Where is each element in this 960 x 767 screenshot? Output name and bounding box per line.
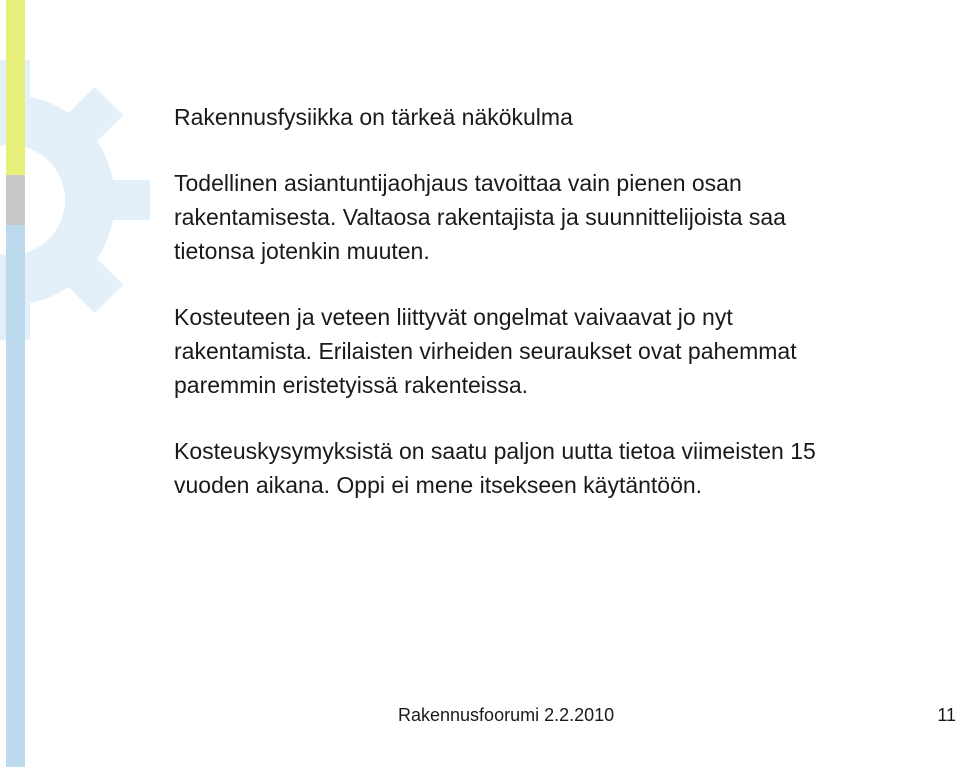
bullet-text: Rakennusfysiikka on tärkeä näkökulma bbox=[174, 104, 573, 130]
side-bar-yellow-segment bbox=[6, 0, 25, 175]
bullet-text: Kosteuteen ja veteen liittyvät ongelmat vaivaavat jo nyt rakentamista. Erilaisten virheiden seuraukset ovat pahemmat paremmin eristetyissä rakenteissa. bbox=[174, 304, 797, 398]
slide-content bbox=[174, 100, 954, 502]
side-bar-blue-segment bbox=[6, 225, 25, 767]
bullet-text: Todellinen asiantuntijaohjaus tavoittaa vain pienen osan rakentamisesta. Valtaosa rakentajista ja suunnittelijoista saa tietonsa jotenkin muuten. bbox=[174, 170, 786, 264]
page-number: 11 bbox=[937, 705, 956, 725]
bullet-text: Kosteuskysymyksistä on saatu paljon uutta tietoa viimeisten 15 vuoden aikana. Oppi ei mene itsekseen käytäntöön. bbox=[174, 438, 816, 498]
side-color-bar bbox=[6, 0, 25, 767]
footer-text: Rakennusfoorumi 2.2.2010 bbox=[398, 705, 615, 725]
side-bar-gray-segment bbox=[6, 175, 25, 225]
